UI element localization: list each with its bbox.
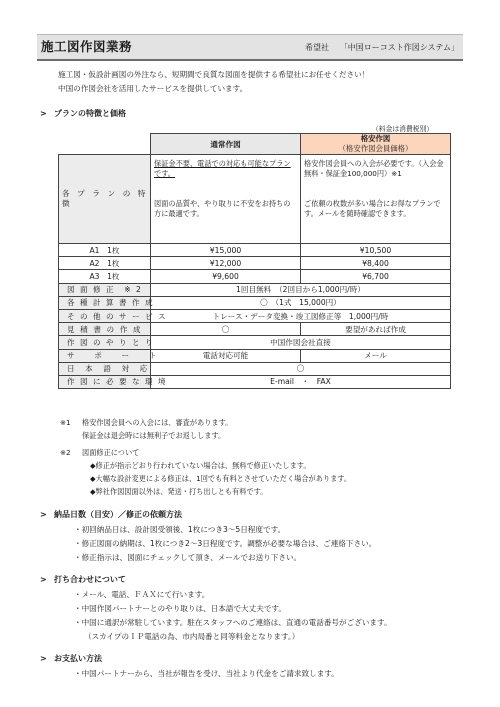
chevron-right-icon: > (40, 575, 47, 584)
row-label-a1: A1 1枚 (59, 244, 151, 257)
header-blank-cell (59, 134, 151, 155)
table-row-japanese (59, 362, 451, 375)
header-premium-name: 格安作図 (360, 134, 391, 143)
price-table (58, 133, 451, 389)
intro-line-2: 中国の作図会社を活用したサービスを提供しています。 (58, 84, 248, 93)
other-value: トレース・データ変換・竣工図修正等 1,000円/時 (151, 309, 451, 322)
meeting-item-3: ・中国に通訳が常駐しています。駐在スタッフへのご連絡は、直通の電話番号がございます。 (74, 618, 392, 627)
price-a3-premium: ¥6,700 (301, 270, 451, 283)
table-row-a1 (59, 244, 451, 257)
table-row-support (59, 349, 451, 362)
premium-desc-1: 格安作図会員への入会が必要です。（入会金無料・保証金100,000円）※1 (304, 159, 444, 178)
header-premium (301, 134, 451, 155)
meeting-item-1: ・メール、電話、ＦＡＸにて行います。 (74, 590, 210, 599)
table-row-exchange (59, 336, 451, 349)
header-standard: 通常作図 (151, 134, 301, 155)
header-premium-sub: （格安作図会員価格） (338, 144, 413, 153)
table-row-features (59, 155, 451, 244)
footnote-2-item-1: ◆修正が指示どおり行われていない場合は、無料で修正いたします。 (90, 461, 311, 470)
payment-item-1: ・中国パートナーから、当社が報告を受け、当社より代金をご請求致します。 (74, 669, 339, 678)
table-header-row (59, 134, 451, 155)
row-label-calc: 各 種 計 算 書 作 成 (59, 296, 151, 309)
calc-value: 〇 （1式 15,000円） (151, 296, 451, 309)
footnote-1-line-1: 格安作図会員への入会には、審査があります。 (82, 418, 233, 427)
page-header (37, 34, 463, 61)
page-title: 施工図作図業務 (41, 39, 133, 54)
footnote-2-title: 図面修正について (82, 448, 140, 457)
meeting-item-4: （スカイプのＩＰ電話の為、市内局番と同等料金となります。） (84, 632, 300, 641)
table-row-calc (59, 296, 451, 309)
section-meeting-heading (40, 574, 126, 585)
row-label-exchange: 作 図 の や り と り (59, 336, 151, 349)
japanese-value: 〇 (151, 362, 451, 375)
section-delivery-title: 納品日数（目安）／修正の依頼方法 (54, 510, 182, 519)
tax-note: （料金は消費税別） (372, 125, 434, 133)
row-label-a2: A2 1枚 (59, 257, 151, 270)
standard-description (151, 155, 301, 244)
table-row-a3 (59, 270, 451, 283)
section-plans-heading (40, 108, 126, 119)
delivery-item-2: ・修正図面の納期は、1枚につき2～3日程度です。調整が必要な場合は、ご連絡下さい。 (74, 539, 377, 548)
section-payment-title: お支払い方法 (54, 654, 102, 663)
premium-desc-2: ご依頼の枚数が多い場合にお得なプランです。メールを随時確認できます。 (304, 199, 441, 218)
section-plans-title: プランの特徴と価格 (54, 109, 126, 118)
revision-value: 1回目無料 （2回目から1,000円/時） (151, 283, 451, 296)
row-label-a3: A3 1枚 (59, 270, 151, 283)
section-meeting-title: 打ち合わせについて (54, 575, 126, 584)
premium-description (301, 155, 451, 244)
standard-desc-2: 図面の品質や、やり取りに不安をお持ちの方に最適です。 (154, 199, 291, 218)
standard-desc-1: 保証金不要、電話での対応も可能なプランです。 (154, 159, 291, 178)
delivery-item-1: ・初回納品日は、設計図受領後、1枚につき3～5日程度です。 (74, 525, 286, 534)
row-label-estimate: 見 積 書 の 作 成 (59, 323, 151, 336)
footnote-2-item-2: ◆大幅な設計変更による修正は、1回でも有料とさせていただく場合があります。 (90, 474, 352, 483)
intro-line-1: 施工図・仮設計画図の外注なら、短期間で良質な図面を提供する希望社にお任せください！ (58, 70, 370, 79)
system-name: 「中国ローコスト作図システム」 (339, 43, 459, 52)
table-row-a2 (59, 257, 451, 270)
footnote-2-mark: ※2 (60, 448, 71, 457)
price-a1-standard: ¥15,000 (151, 244, 301, 257)
support-standard: 電話対応可能 (151, 349, 301, 362)
exchange-value: 中国作図会社直接 (151, 336, 451, 349)
estimate-standard: 〇 (151, 323, 301, 336)
price-a2-standard: ¥12,000 (151, 257, 301, 270)
table-row-environment (59, 375, 451, 388)
row-label-other: そ の 他 の サ ー ビ ス (59, 309, 151, 322)
table-row-revision (59, 283, 451, 296)
delivery-item-3: ・修正指示は、図面にチェックして頂き、メールでお送り下さい。 (74, 553, 302, 562)
environment-value: E-mail ・ FAX (151, 375, 451, 388)
row-label-revision: 図 面 修 正 ※ 2 (59, 283, 151, 296)
support-premium: メール (301, 349, 451, 362)
price-a3-standard: ¥9,600 (151, 270, 301, 283)
row-label-japanese: 日 本 語 対 応 (59, 362, 151, 375)
footnote-1-mark: ※1 (60, 418, 71, 427)
section-delivery-heading (40, 509, 182, 520)
row-label-environment: 作 図 に 必 要 な 環 境 (59, 375, 151, 388)
section-payment-heading (40, 653, 102, 664)
meeting-item-2: ・中国作図パートナーとのやり取りは、日本語で大丈夫です。 (74, 604, 287, 613)
footnote-2-item-3: ◆弊社作図図面以外は、発送・打ち出しとも有料です。 (90, 487, 268, 496)
chevron-right-icon: > (40, 109, 47, 118)
price-a2-premium: ¥8,400 (301, 257, 451, 270)
estimate-premium: 要望があれば作成 (301, 323, 451, 336)
footnote-1-line-2: 保証金は退会時には無利子でお返しします。 (82, 431, 226, 440)
row-label-support: サ ポ ー ト (59, 349, 151, 362)
row-label-features: 各 プ ラ ン の 特 徴 (59, 155, 151, 244)
chevron-right-icon: > (40, 654, 47, 663)
chevron-right-icon: > (40, 510, 47, 519)
table-row-estimate (59, 323, 451, 336)
company-name: 希望社 (305, 43, 329, 52)
price-a1-premium: ¥10,500 (301, 244, 451, 257)
table-row-other (59, 309, 451, 322)
